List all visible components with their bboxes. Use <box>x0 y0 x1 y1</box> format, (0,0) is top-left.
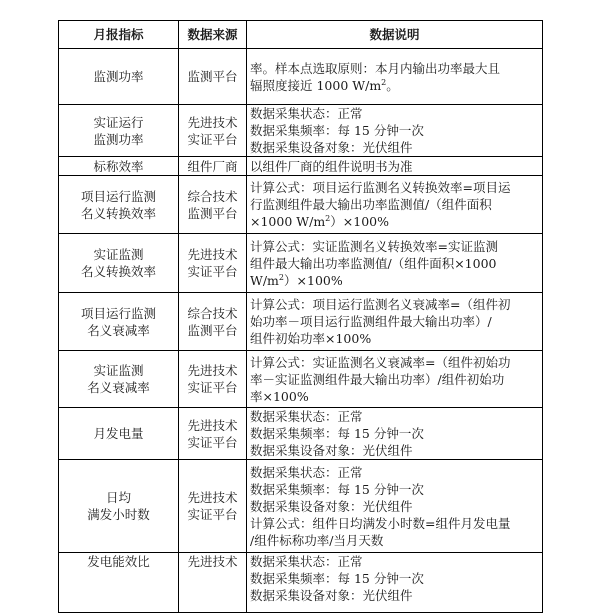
description-cell <box>247 234 543 293</box>
metric-cell <box>59 351 179 408</box>
cell-line: 数据采集设备对象：光伏组件 <box>250 443 413 458</box>
table-row <box>59 553 543 613</box>
source-cell <box>179 293 247 351</box>
table-row <box>59 460 543 553</box>
header-metric: 月报指标 <box>59 21 179 49</box>
cell-line: /组件标称功率/当月天数 <box>250 532 384 548</box>
cell-line: 名义衰减率 <box>87 322 150 338</box>
cell-line: 组件厂商 <box>187 158 238 174</box>
cell-line: 组件最大输出功率监测值/（组件面积×1000 <box>250 255 497 271</box>
table-row <box>59 408 543 460</box>
cell-line: 监测平台 <box>187 205 238 221</box>
description-cell <box>247 408 543 460</box>
cell-line: 监测功率 <box>93 131 144 147</box>
cell-line: 项目运行监测 <box>80 305 156 321</box>
source-cell <box>179 157 247 176</box>
cell-line: 计算公式：项目运行监测名义衰减率=（组件初 <box>250 297 511 312</box>
cell-line: 标称效率 <box>93 158 144 174</box>
cell-line: 实证平台 <box>187 131 238 147</box>
metric-cell <box>59 105 179 157</box>
description-cell <box>247 49 543 105</box>
cell-line: 综合技术 <box>187 188 238 204</box>
cell-line: 先进技术 <box>187 490 238 505</box>
cell-line: 名义转换效率 <box>80 205 156 221</box>
table-row <box>59 293 543 351</box>
cell-line: 始功率－项目运行监测组件最大输出功率）/ <box>250 314 492 329</box>
cell-line: 综合技术 <box>187 305 238 321</box>
cell-line: 行监测组件最大输出功率监测值/（组件面积 <box>250 197 492 212</box>
cell-line: 率×100% <box>250 388 309 404</box>
metric-cell <box>59 553 179 613</box>
cell-line: 先进技术 <box>187 554 238 569</box>
cell-line: 实证平台 <box>187 264 238 279</box>
cell-line: 数据采集频率：每 15 分钟一次 <box>250 426 424 441</box>
description-cell <box>247 460 543 553</box>
description-cell <box>247 293 543 351</box>
cell-line: 计算公式：项目运行监测名义转换效率=项目运 <box>250 180 511 195</box>
cell-line: 监测平台 <box>187 69 238 84</box>
source-cell <box>179 351 247 408</box>
description-cell <box>247 176 543 234</box>
cell-line: 先进技术 <box>187 363 238 378</box>
cell-line: 数据采集设备对象：光伏组件 <box>250 588 413 603</box>
cell-line: 名义衰减率 <box>87 380 150 395</box>
description-cell <box>247 553 543 613</box>
metric-cell <box>59 408 179 460</box>
cell-line: 实证平台 <box>187 507 238 522</box>
source-cell <box>179 49 247 105</box>
cell-line: 数据采集状态：正常 <box>250 464 363 480</box>
cell-line: 组件初始功率×100% <box>250 331 372 346</box>
cell-line: 实证平台 <box>187 434 238 450</box>
cell-line: 计算公式：组件日均满发小时数=组件月发电量 <box>250 515 511 531</box>
metric-cell <box>59 157 179 176</box>
cell-line: 率。样本点选取原则：本月内输出功率最大且 <box>250 60 501 76</box>
cell-line: 数据采集频率：每 15 分钟一次 <box>250 571 424 586</box>
cell-line: 满发小时数 <box>87 507 150 522</box>
cell-line: 实证平台 <box>187 380 238 395</box>
cell-line: 计算公式：实证监测名义转换效率=实证监测 <box>250 238 498 254</box>
table-row <box>59 234 543 293</box>
cell-line: 先进技术 <box>187 417 238 433</box>
cell-line: 实证运行 <box>93 114 144 130</box>
cell-line: 月发电量 <box>93 426 144 441</box>
cell-line: 数据采集设备对象：光伏组件 <box>250 140 413 155</box>
cell-line: 数据采集状态：正常 <box>250 409 363 424</box>
cell-line: 数据采集状态：正常 <box>250 554 363 569</box>
cell-line: 先进技术 <box>187 114 238 130</box>
header-description: 数据说明 <box>247 21 543 49</box>
cell-line: 监测平台 <box>187 322 238 338</box>
cell-line: 名义转换效率 <box>80 264 156 279</box>
table-row <box>59 49 543 105</box>
source-cell <box>179 234 247 293</box>
metric-cell <box>59 234 179 293</box>
table-row <box>59 157 543 176</box>
cell-line: 数据采集状态：正常 <box>250 106 363 121</box>
cell-line: 实证监测 <box>93 363 144 378</box>
metric-cell <box>59 460 179 553</box>
cell-line: 以组件厂商的组件说明书为准 <box>250 158 413 174</box>
cell-line: 日均 <box>105 490 131 505</box>
table-row <box>59 176 543 234</box>
cell-line: 数据采集频率：每 15 分钟一次 <box>250 123 424 138</box>
cell-line: 率－实证监测组件最大输出功率）/组件初始功 <box>250 371 505 387</box>
table-row <box>59 105 543 157</box>
cell-line: 计算公式：实证监测名义衰减率=（组件初始功 <box>250 354 511 370</box>
cell-line: 数据采集设备对象：光伏组件 <box>250 498 413 514</box>
cell-line: $W/m^2)\times 100\%$ <box>250 272 343 288</box>
source-cell <box>179 460 247 553</box>
cell-line: 辐照度接近 1000 $W/m^2$。 <box>250 77 399 93</box>
description-cell <box>247 351 543 408</box>
header-row <box>59 21 543 49</box>
cell-line: ×1000 $W/m^2)\times 100\%$ <box>250 213 389 229</box>
cell-line: 先进技术 <box>187 247 238 262</box>
description-cell <box>247 105 543 157</box>
source-cell <box>179 176 247 234</box>
metric-cell <box>59 49 179 105</box>
source-cell <box>179 105 247 157</box>
description-cell <box>247 157 543 176</box>
cell-line: 实证监测 <box>93 247 144 262</box>
cell-line: 监测功率 <box>93 69 144 84</box>
header-source: 数据来源 <box>179 21 247 49</box>
cell-line: 发电能效比 <box>87 554 150 569</box>
indicator-table <box>58 20 543 613</box>
metric-cell <box>59 176 179 234</box>
metric-cell <box>59 293 179 351</box>
cell-line: 数据采集频率：每 15 分钟一次 <box>250 481 424 497</box>
source-cell <box>179 408 247 460</box>
source-cell <box>179 553 247 613</box>
cell-line: 项目运行监测 <box>80 188 156 204</box>
table-row <box>59 351 543 408</box>
